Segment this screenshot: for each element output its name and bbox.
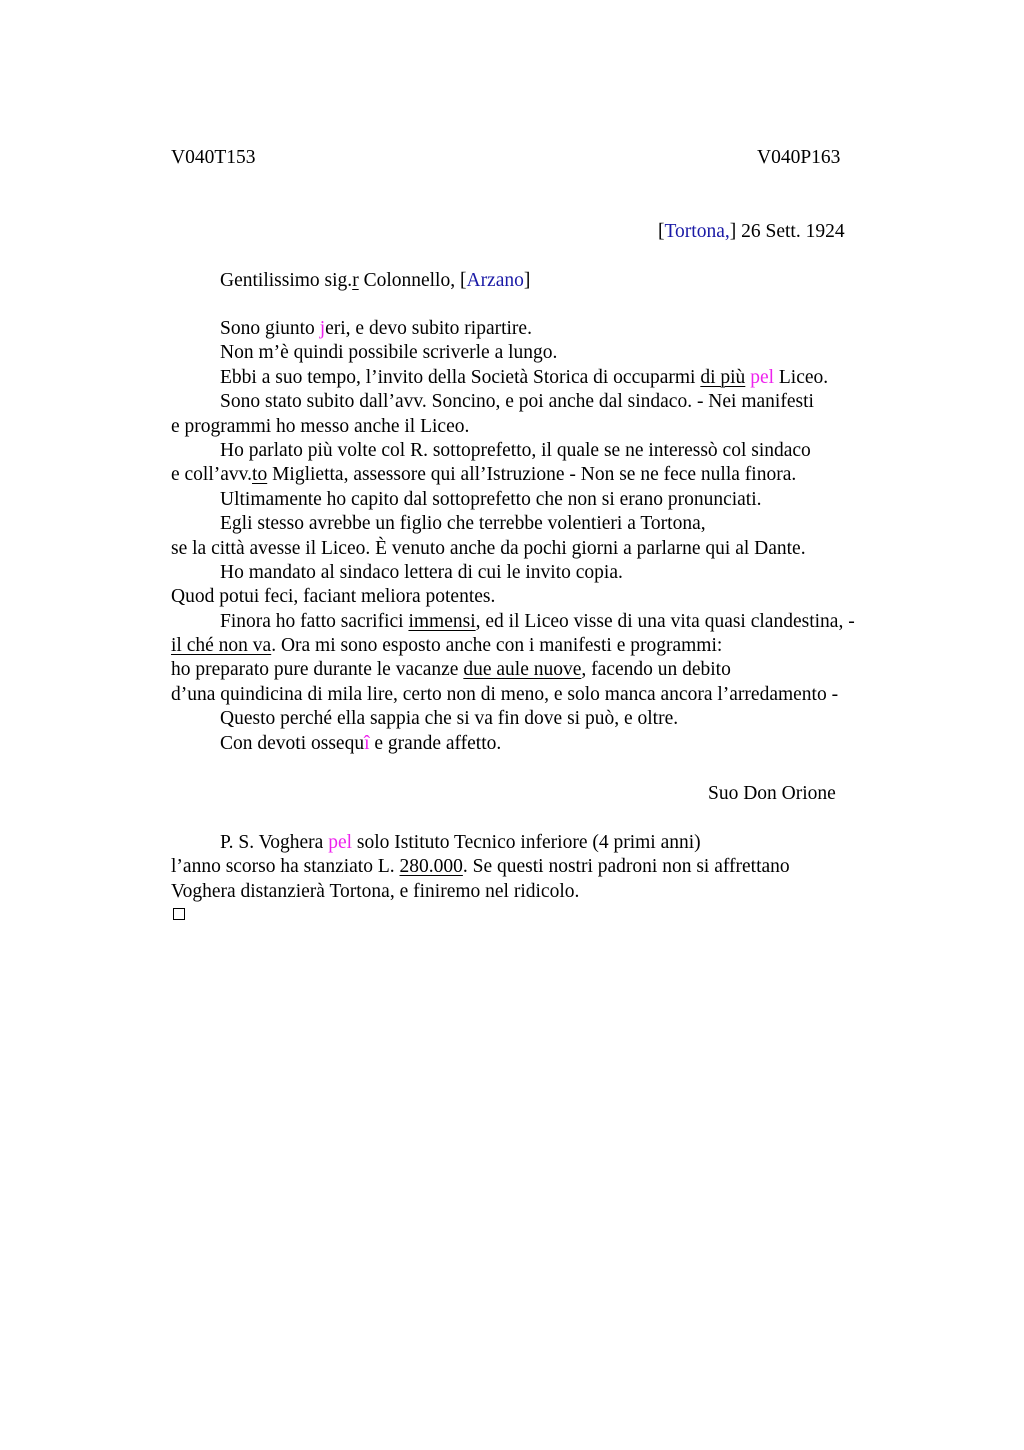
body-line: Sono stato subito dall’avv. Soncino, e poi anche dal sindaco. - Nei manifesti: [220, 391, 814, 413]
postscript-line: [171, 855, 931, 879]
body-line: [171, 610, 931, 634]
text-span: eri, e devo subito ripartire.: [325, 318, 532, 339]
body-line: Questo perché ella sappia che si va fin dove si può, e oltre.: [220, 708, 679, 730]
underlined-text: il ché non va: [171, 635, 272, 657]
text-span: , ed il Liceo visse di una vita quasi clandestina, -: [475, 610, 855, 632]
text-span: . Ora mi sono esposto anche con i manifesti e programmi:: [271, 635, 723, 657]
variant-word: pel: [328, 832, 353, 853]
text-span: Finora ho fatto sacrifici: [220, 610, 409, 632]
salutation: [220, 269, 530, 293]
body-line: [171, 732, 931, 756]
underlined-text: immensi: [408, 610, 476, 632]
body-line: se la città avesse il Liceo. È venuto anche da pochi giorni a parlarne qui al Dante.: [171, 537, 806, 559]
body-line: Ho parlato più volte col R. sottoprefetto, il quale se ne interessò col sindaco: [220, 439, 811, 461]
dateline: [658, 220, 845, 244]
text-span: Miglietta, assessore qui all’Istruzione - Non se ne fece nulla finora.: [267, 464, 797, 486]
letter-body: [171, 317, 931, 756]
text-span: ho preparato pure durante le vacanze: [171, 659, 464, 681]
variant-letter: î: [364, 732, 370, 754]
salutation-name: Arzano: [466, 270, 524, 291]
underlined-text: to: [252, 464, 268, 486]
body-line: [171, 463, 931, 487]
dateline-date: ] 26 Sett. 1924: [729, 221, 845, 242]
text-span: , facendo un debito: [581, 659, 731, 681]
text-span: solo Istituto Tecnico inferiore (4 primi anni): [352, 832, 701, 853]
body-line: d’una quindicina di mila lire, certo non di meno, e solo manca ancora l’arredamento -: [171, 683, 839, 705]
text-span: Sono giunto: [220, 318, 320, 339]
body-line: [171, 658, 931, 682]
underlined-amount: 280.000: [399, 856, 463, 878]
salutation-abbreviation: r: [352, 270, 359, 291]
salutation-close-bracket: ]: [523, 270, 531, 291]
text-span: Con devoti ossequ: [220, 732, 365, 754]
underlined-text: due aule nuove: [463, 659, 582, 681]
postscript: [171, 831, 931, 904]
left-archive-code: V040T153: [171, 147, 256, 168]
end-of-document-square-icon: [173, 908, 185, 920]
body-line: [171, 366, 931, 390]
body-line: Quod potui feci, faciant meliora potentes.: [171, 586, 496, 608]
postscript-line: [171, 831, 931, 855]
underlined-text: di più: [700, 366, 746, 388]
text-span: Liceo.: [774, 366, 829, 388]
body-line: Ho mandato al sindaco lettera di cui le invito copia.: [220, 561, 623, 583]
dateline-open-bracket: [: [658, 221, 665, 242]
postscript-line: Voghera distanzierà Tortona, e finiremo nel ridicolo.: [171, 880, 580, 902]
salutation-text-2: Colonnello, [: [358, 270, 467, 291]
variant-word: pel: [750, 366, 775, 388]
variant-letter: j: [319, 318, 326, 339]
salutation-text: Gentilissimo sig.: [220, 270, 353, 291]
body-line: [171, 317, 931, 341]
body-line: [171, 634, 931, 658]
signature: Suo Don Orione: [708, 783, 836, 804]
body-line: Egli stesso avrebbe un figlio che terrebbe volentieri a Tortona,: [220, 513, 706, 535]
body-line: Ultimamente ho capito dal sottoprefetto che non si erano pronunciati.: [220, 488, 762, 510]
right-archive-code: V040P163: [757, 147, 841, 168]
body-line: Non m’è quindi possibile scriverle a lungo.: [220, 342, 558, 364]
text-span: . Se questi nostri padroni non si affrettano: [462, 856, 790, 878]
text-span: l’anno scorso ha stanziato L.: [171, 856, 400, 878]
text-span: Ebbi a suo tempo, l’invito della Società Storica di occuparmi: [220, 366, 701, 388]
text-span: e grande affetto.: [369, 732, 502, 754]
text-span: e coll’avv.: [171, 464, 253, 486]
dateline-place: Tortona,: [664, 221, 730, 242]
text-span: P. S. Voghera: [220, 832, 329, 853]
body-line: e programmi ho messo anche il Liceo.: [171, 415, 470, 437]
